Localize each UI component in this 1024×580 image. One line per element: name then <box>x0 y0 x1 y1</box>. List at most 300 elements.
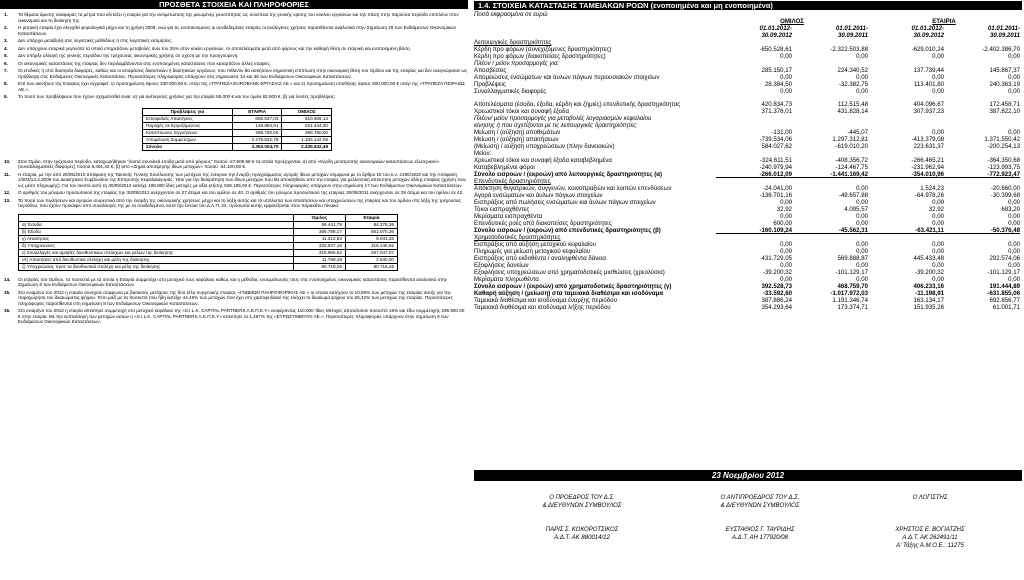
row-value: 0,00 <box>932 276 944 283</box>
table-cell: 9.041,33 <box>345 235 397 242</box>
note-number: 10. <box>4 158 11 164</box>
note-item <box>2 172 468 189</box>
row-label: Τόκοι εισπραχθέντες <box>474 206 530 213</box>
row-label: Ταμειακά διαθέσιμα και ισοδύναμα έναρξης περιόδου <box>474 297 617 304</box>
note-item <box>2 277 468 288</box>
cashflow-row <box>474 39 1022 46</box>
signatory-role: Ο ΛΟΓΙΣΤΗΣ <box>912 495 948 501</box>
period-end: 30.09.2012 <box>761 32 792 39</box>
note-number: 1. <box>4 12 8 17</box>
row-value: -629.010,24 <box>911 46 944 53</box>
table-cell: 2.279.832,78 <box>232 136 282 143</box>
cashflow-row <box>474 67 1022 74</box>
row-value: 191.444,89 <box>989 283 1020 290</box>
table-row <box>143 143 332 150</box>
row-label: Μερίσματα εισπραχθέντα <box>474 213 543 220</box>
note-gap <box>2 209 468 211</box>
signatory-role-2: & ΔΙΕΥΘΥΝΩΝ ΣΥΜΒΟΥΛΟΣ <box>542 503 622 509</box>
note-text: Δεν υπήρξε αλλαγή της γενικής περιόδου της τρέχουσας οικονομικής χρήσης σε σχέση με την προηγούμενη. <box>18 53 239 58</box>
signatory-role: Ο ΠΡΟΕΔΡΟΣ ΤΟΥ Δ.Σ. <box>549 495 615 501</box>
row-value: 0,00 <box>856 74 868 81</box>
cashflow-row <box>474 227 1022 234</box>
row-value: -101.129,17 <box>987 269 1020 276</box>
note-text: Στο ενιαμήνο του 2012 η εταιρία απέκτησε συμμετοχή στο μετοχικό κεφάλαιο της «S.I.L.K. CAPITAL PARTNERS A.E.Π.E.Y» εισφέροντας 110.000 Ίδιες Μετοχές αποτελούσε ποσοστό 15% και έδω συμμετοχής 295.900,00 € στην εταιρία. Με την εισπαλλαγή των μετοχών αυτών η «S.I.L.K. CAPITAL PARTNERS A.E.Π.E.Y» απέκτησε το 1,497% της «ΕΥΡΩΣΥΜΒΟΥΛΙ ΑΕ.». Περισσότερες πληροφορίες υπάρχουν στην σημείωση 9 των Ενδιάμεσων Οικονομικών Καταστάσεων. <box>18 308 465 324</box>
table-cell: 287.047,07 <box>345 249 397 256</box>
row-value <box>868 60 944 67</box>
row-value: 145.867,37 <box>989 67 1020 74</box>
row-value: 0,00 <box>932 129 944 136</box>
row-value: 600,00 <box>773 220 792 227</box>
row-value: 1.297.312,81 <box>832 136 868 143</box>
note-text: Οι οικονομικές καταστάσεις της εταιρίας δεν περιλαμβάνονται στις ενοποιημένες καταστάσεις που καταρτίζουν άλλες εταιρίες. <box>18 60 271 66</box>
row-value: 0,00 <box>1008 248 1020 255</box>
table-cell: 268.750,00 <box>232 129 282 136</box>
signatory-extra: Α' Τάξης Α.Μ.Ο.Ε.: 11275 <box>896 543 964 549</box>
row-value: 0,00 <box>856 53 868 60</box>
note-gap <box>2 100 468 102</box>
row-value: -266.012,09 <box>716 171 792 178</box>
row-value: -39.200,32 <box>762 269 792 276</box>
row-value: 0,00 <box>932 262 944 269</box>
row-value: 0,00 <box>1008 241 1020 248</box>
table-cell: δ) Υποχρεώσεις <box>19 242 294 249</box>
note-text: Δεν υπάρχουν εταιρικά γεγονότα τα οποία επηρεάζουν μεταβολές άνω του 25% στον κύκλο εργασιών, το αποτελέσματα μετά από φόρους και την καθαρή θέση σε εταιρική και ενοποιημένη βάση. <box>18 45 411 51</box>
period-end: 30.09.2011 <box>837 32 868 39</box>
cashflow-row <box>474 129 1022 136</box>
note-item <box>2 12 468 23</box>
row-value <box>716 60 792 67</box>
row-value: 0,00 <box>1008 213 1020 220</box>
cashflow-row <box>474 150 1022 157</box>
note-text: Στον Όμιλο, στην τρέχουσα περίοδο, καταχωρήθηκαν "λοιπά συνολικά έσοδα μετά από φόρους" ποσού -27.608,58 € τα οποία προέρχονται: α) από «Κέρδη μετατροπής οικονομικών καταστάσεων εξωτερικού» (συναλλαγματικές διαφορές) ποσού 6.491,42 €, β) από «Ζημία αποτίμησης ίδιων μετοχών» ποσού -34.100,00 €. <box>18 158 440 169</box>
row-value <box>716 178 792 185</box>
note-text: Ο αριθμός του μόνιμου προσωπικού της εταιρίας την 30/09/2012 ανέρχονταν σε 27 άτομα και του ομίλου σε 40. Ο αριθμός του μόνιμου προσωπικού της εταιρίας 30/09/2011 ανέρχονταν σε 29 άτομα και του ομίλου σε 42. <box>18 190 464 195</box>
row-value <box>716 122 792 129</box>
cashflow-row <box>474 234 1022 241</box>
note-item <box>2 46 468 52</box>
note-item <box>2 38 468 44</box>
note-number: 12. <box>4 190 11 195</box>
currency-note: Ποσά εκφρασμένα σε ευρώ <box>474 11 548 18</box>
signatory-id: Α.Δ.Τ. ΑΗ 177920/08 <box>732 535 788 541</box>
row-label: Μείωση / (αύξηση) αποθεμάτων <box>474 129 561 136</box>
row-value: 0,00 <box>932 220 944 227</box>
row-value: 584.027,62 <box>761 143 792 150</box>
cashflow-row <box>474 178 1022 185</box>
row-label: Σύνολο εισροών / (εκροών) από λειτουργικές δραστηριότητες (α) <box>474 171 663 178</box>
table-cell: 84.278,36 <box>345 221 397 228</box>
row-label: Ταμειακά διαθέσιμα και ισοδύναμα λήξης περιόδου <box>474 304 611 311</box>
row-value: 4.095,57 <box>844 206 868 213</box>
row-value: 61.001,71 <box>992 304 1020 311</box>
table-cell: 366.798,17 <box>293 228 345 235</box>
row-value <box>716 115 792 122</box>
row-label: Κέρδη προ φόρων (συνεχιζόμενες δραστηριότητες) <box>474 46 612 53</box>
signatory-1 <box>492 494 672 542</box>
row-value: -32.382,75 <box>838 81 868 88</box>
row-label: Πλέον / μείον προσαρμογές για: <box>474 60 560 67</box>
note-number: 13. <box>4 197 11 203</box>
cashflow-row <box>474 213 1022 220</box>
cashflow-row <box>474 157 1022 164</box>
table-cell: ε) Συναλλαγές και αμοιβές διευθυντικών στελεχών και μελών της διοίκησης <box>19 249 294 256</box>
row-label: Λειτουργικές δραστηριότητες <box>474 39 552 46</box>
row-value: 0,00 <box>1008 220 1020 227</box>
cashflow-row <box>474 262 1022 269</box>
row-value: 137.739,44 <box>913 67 944 74</box>
cashflow-row <box>474 88 1022 95</box>
table-cell: ζ) Υποχρεώσεις προς τα διευθυντικά στελέχη και μέλη της διοίκησης <box>19 263 294 270</box>
note-number: 2. <box>4 25 8 30</box>
table-header-cell: Εταιρία <box>345 214 397 221</box>
row-value: 173.374,71 <box>837 304 868 311</box>
table-cell: Καταπτώσεις Εγγυήσεων <box>143 129 233 136</box>
row-value <box>944 150 1020 157</box>
row-value: 0,00 <box>780 262 792 269</box>
cashflow-row <box>474 276 1022 283</box>
note-number: 3. <box>4 38 8 43</box>
table-row <box>143 136 332 143</box>
row-value: 683,20 <box>1001 206 1020 213</box>
row-value: 0,00 <box>856 220 868 227</box>
period-header <box>944 25 1020 39</box>
period-end: 30.09.2011 <box>989 32 1020 39</box>
row-value: 163.134,17 <box>913 297 944 304</box>
row-value: 0,00 <box>780 88 792 95</box>
table-row <box>19 242 398 249</box>
prov-table <box>142 108 332 151</box>
row-value: 0,00 <box>780 213 792 220</box>
cashflow-row <box>474 53 1022 60</box>
note-number: 11. <box>4 171 11 177</box>
cashflow-row <box>474 297 1022 304</box>
row-label: Εξοφλήσεις υποχρεώσεων από χρηματοδοτικές μισθώσεις (χρεολύσια) <box>474 269 665 276</box>
note-item <box>2 159 468 170</box>
row-value: 223.631,37 <box>913 143 944 150</box>
table-row <box>19 235 398 242</box>
row-value: 0,00 <box>780 74 792 81</box>
row-label: κίνησης ή που σχετίζονται με τις λειτουργικές δραστηριότητες: <box>474 122 638 129</box>
note-number: 16. <box>4 308 11 313</box>
cashflow-row <box>474 241 1022 248</box>
related-table-wrap <box>2 214 468 271</box>
row-value: -1.441.169,42 <box>792 171 868 178</box>
cashflow-row <box>474 290 1022 297</box>
row-label: Αγορά ενσώματων και άυλων πάγιων στοιχείων <box>474 192 603 199</box>
row-value: -739.534,06 <box>759 136 792 143</box>
note-text: Το ποσό των προβλέψεων που έχουν σχηματισθεί είναι: α) για ανέλεγκτες χρήσεις για την εταιρία 55.000 € και τον όμιλο 82.500 €, β) για λοιπές προβλέψεις: <box>18 94 336 99</box>
signatory-name: ΠΑΡΙΣ Σ. ΚΟΚΟΡΟΤΣΙΚΟΣ <box>545 527 619 533</box>
table-header-cell: ΕΤΑΙΡΙΑ <box>232 108 282 115</box>
table-row <box>19 256 398 263</box>
row-value: 0,00 <box>780 276 792 283</box>
table-cell: 11.789,19 <box>293 256 345 263</box>
note-number: 9. <box>4 94 8 99</box>
row-value: 0,00 <box>932 213 944 220</box>
row-label: Αποτελέσματα (έσοδα, έξοδα, κέρδη και ζημιές) επενδυτικής δραστηριότητας <box>474 101 681 108</box>
row-value: -45.562,31 <box>792 227 868 234</box>
row-label: Προβλέψεις <box>474 81 506 88</box>
note-item <box>2 68 468 79</box>
row-value: 404.096,67 <box>913 101 944 108</box>
note-text: Οι εταιρίες του Ομίλου, τα ποσοστά με τα οποία η Εταιρία συμμετέχει στο μετοχικό τους κεφάλαιο καθώς και η μέθοδος ενσωμάτωσής τους στις ενοποιημένες οικονομικές καταστάσεις παρατίθενται αναλυτικά στην Σημείωση 8 των Ενδιάμεσων Οικονομικών Καταστάσεων. <box>18 276 447 287</box>
note-text: Επί των ακινήτων της Εταιρίας έχει εγγραφεί: 1) προσημείωση ύψους 330.000,00 €, υπέρ της «ΤΡΑΠΕΖΑ EUROBANK ΕΡΓΑΣΙΑΣ ΑΕ.» και 2) προσημείωση υποθήκης ύψους 600.000,00 € υπέρ της «ΤΡΑΠΕΖΑ ΠΕΙΡΑΙΩΣ ΑΕ.». <box>18 81 466 92</box>
cashflow-row <box>474 192 1022 199</box>
signatory-id: Α.Δ.Τ. ΑΚ 262491/11 <box>902 535 958 541</box>
row-value: -33.592,60 <box>762 290 792 297</box>
row-value <box>944 115 1020 122</box>
cashflow-rows <box>474 39 1022 311</box>
note-text: Η εταιρία, με την από 25/05/2010 απόφαση της Τακτικής Γενικής Συνέλευσης των μετόχων της ενέκρινε την έναρξη προγράμματος αγοράς ίδιων μετοχών σύμφωνα με το άρθρο 16 του κ.ν. 2190/1920 και την Απόφαση 1/503/13.3.2009 του Διοικητικού Συμβουλίου της Επιτροπής Κεφαλαιαγοράς. Ήτοι για την διακράτηση των ίδιων μετοχών που θα αποκτηθούν από την εταιρία, για μελλοντική απόκτηση μετοχών άλλης εταιρίας (χρήση τους ως μέσο πληρωμής). Για τον σκοπό αυτό τη 30/09/2012 κατείχε 198.000 ίδιες μετοχές με αξία κτήσης 628.195,00 €. Περισσότερες πληροφορίες υπάρχουν στην σημείωση 17 των Ενδιάμεσων Οικονομικών Καταστάσεων. <box>18 171 467 188</box>
table-cell: Σύνολο <box>143 143 233 150</box>
row-value: -445,07 <box>847 129 868 136</box>
cashflow-row <box>474 74 1022 81</box>
row-value: -136.701,16 <box>759 192 792 199</box>
row-value: -772.923,47 <box>944 171 1020 178</box>
row-value: -64.978,26 <box>914 192 944 199</box>
table-header-cell: ΟΜΙΛΟΣ <box>282 108 332 115</box>
row-value: 0,00 <box>780 199 792 206</box>
period-start: 01.01.2012- <box>911 25 944 32</box>
row-label: Επενδυτικές ροές από διακοπείσες δραστηριότητες <box>474 220 612 227</box>
table-cell: 80.718,26 <box>345 263 397 270</box>
table-row <box>143 122 332 129</box>
row-label: Μείον: <box>474 150 492 157</box>
row-value: -124.467,75 <box>835 164 868 171</box>
row-value: -413.379,08 <box>911 136 944 143</box>
table-header-cell: Προβλέψεις για <box>143 108 233 115</box>
row-value: 292.574,06 <box>989 255 1020 262</box>
row-value <box>716 234 792 241</box>
row-label: Χρεωστικοί τόκοι και συναφή έξοδα καταβεβλημένα <box>474 157 612 164</box>
period-start: 01.01.2011- <box>835 25 868 32</box>
row-label: Χρεωστικοί τόκοι και συναφή έξοδα <box>474 108 569 115</box>
row-value <box>868 178 944 185</box>
signatory-3 <box>840 494 1020 550</box>
row-value: 0,00 <box>1008 74 1020 81</box>
row-value: 32,92 <box>928 206 944 213</box>
note-number: 8. <box>4 81 8 86</box>
row-value: 113.401,80 <box>913 81 944 88</box>
row-value: 445.433,48 <box>913 255 944 262</box>
note-item <box>2 190 468 196</box>
row-value: 468.759,70 <box>837 283 868 290</box>
cashflow-row <box>474 255 1022 262</box>
row-value: 0,00 <box>932 88 944 95</box>
table-cell: στ) Απαιτήσεις από διευθυντικά στελέχη και μέλη της διοίκησης <box>19 256 294 263</box>
cashflow-row <box>474 283 1022 290</box>
table-cell: Παροχές σε Εργαζόμενους <box>143 122 233 129</box>
table-cell: β) Έξοδα <box>19 228 294 235</box>
row-label: Σύνολο εισροών / (εκροών) από επενδυτικές δραστηριότητες (β) <box>474 227 661 234</box>
table-cell: 1.105.142,05 <box>282 136 332 143</box>
signatory-id: Α.Δ.Τ. ΑΚ 880014/12 <box>554 535 610 541</box>
row-label: Απόκτηση θυγατρικών, συγγενών, κοινοπραξιών και λοιπών επενδύσεων <box>474 185 672 192</box>
row-label: Πλέον/ μείον προσαρμογές για μεταβολές λογαριασμών κεφαλαίου <box>474 115 652 122</box>
table-cell: 2.540,00 <box>345 256 397 263</box>
row-label: Καταβεβλημένοι φόροι <box>474 164 535 171</box>
table-cell: γ) Απαιτήσεις <box>19 235 294 242</box>
row-value: -354.010,96 <box>868 171 944 178</box>
group-label-company: ΕΤΑΙΡΙΑ <box>932 18 956 25</box>
note-gap <box>2 325 468 327</box>
row-value: -30.399,68 <box>990 192 1020 199</box>
row-value: -50.376,48 <box>944 227 1020 234</box>
row-label: Χρηματοδοτικές δραστηριότητες <box>474 234 561 241</box>
period-end: 30.09.2012 <box>913 32 944 39</box>
row-value: 0,00 <box>856 241 868 248</box>
table-cell: 251.434,30 <box>282 122 332 129</box>
row-value: 0,00 <box>856 276 868 283</box>
row-value: 0,00 <box>780 241 792 248</box>
note-text: Τα ποσά των πωλήσεων και αγορών σωρευτικά από την έναρξη της οικονομικής χρήσεως μέχρι και τη λήξη αυτής και τα υπόλοιπα των απαιτήσεων και υποχρεώσεων της εταιρίας και του ομίλου στη λήξη της τρέχουσας περιόδου, που έχουν προκύψει από συναλλαγές της με τα συνδεδεμένα, κατά την έννοια του Δ.Λ.Π. 24, πρόσωπα αυτής εμφανίζονται στον παρακάτω πίνακα: <box>18 197 461 208</box>
row-value: 28.384,50 <box>764 81 792 88</box>
table-cell: 3.353.004,70 <box>232 143 282 150</box>
row-value <box>792 178 868 185</box>
approval-date: 23 Νοεμβρίου 2012 <box>474 470 1022 481</box>
row-value: 240.363,19 <box>989 81 1020 88</box>
table-row <box>19 249 398 256</box>
row-label: Εισπράξεις από πωλήσεις ενσώματων και άυλων πάγιων στοιχείων <box>474 199 656 206</box>
note-text: Οι επιδικές ή υπό διαιτησία διαφορές, καθώς και οι αποφάσεις δικαστικών ή διαιτητικών οργάνων, που πιθανόν θα ασκήσουν σημαντική επίπτωση στην οικονομική θέση του Ομίλου και της εταιρίας και δεν αναγνώρισαν ως πρόβλεψη στις Ενδιάμεσες Οικονομικές Καταστάσεις. Περισσότερες πληροφορίες υπάρχουν στις σημειώσεις 14 και 36 των Ενδιάμεσων Οικονομικών Καταστάσεων. <box>18 68 468 79</box>
note-number: 15. <box>4 289 11 295</box>
period-header <box>792 25 868 39</box>
row-value: -266.465,21 <box>911 157 944 164</box>
row-value: 1.371.550,42 <box>984 136 1020 143</box>
table-cell: 2.435.832,49 <box>282 143 332 150</box>
table-cell: 561.070,26 <box>345 228 397 235</box>
row-value: 32,92 <box>776 206 792 213</box>
left-section-title: ΠΡΟΣΘΕΤΑ ΣΤΟΙΧΕΙΑ ΚΑΙ ΠΛΗΡΟΦΟΡΙΕΣ <box>0 0 468 9</box>
row-value: -24.041,00 <box>762 185 792 192</box>
notes-column <box>2 12 468 327</box>
row-value: 1.524,23 <box>920 185 944 192</box>
table-row <box>143 115 332 122</box>
period-header <box>716 25 792 39</box>
table-cell: 148.884,91 <box>232 122 282 129</box>
row-value <box>792 115 868 122</box>
table-cell: α) Έσοδα <box>19 221 294 228</box>
note-number: 14. <box>4 276 11 282</box>
cashflow-row <box>474 81 1022 88</box>
signatory-role: Ο ΑΝΤΙΠΡΟΕΔΡΟΣ ΤΟΥ Δ.Σ. <box>720 495 800 501</box>
row-value: 0,00 <box>856 185 868 192</box>
row-value: -240.979,94 <box>759 164 792 171</box>
header-spacer <box>474 25 716 39</box>
table-cell: 655.537,03 <box>232 115 282 122</box>
signatory-role-2: & ΔΙΕΥΘΥΝΩΝ ΣΥΜΒΟΥΛΟΣ <box>720 503 800 509</box>
row-value: 387.886,24 <box>761 297 792 304</box>
note-item <box>2 94 468 100</box>
row-value: 420.834,73 <box>761 101 792 108</box>
note-number: 7. <box>4 68 8 73</box>
table-cell: Επισφαλείς Απαιτήσεις <box>143 115 233 122</box>
row-value: 151.935,26 <box>913 304 944 311</box>
note-item <box>2 53 468 59</box>
row-value: 0,00 <box>780 53 792 60</box>
row-value <box>792 150 868 157</box>
row-value: 0,00 <box>1008 262 1020 269</box>
row-value: 392.528,73 <box>761 283 792 290</box>
row-value: -2.322.503,88 <box>830 46 868 53</box>
note-text: Τα θέματα άμεσης αναφοράς τα μέτρα που εξετάζει η εταιρία για την αντιμετώπιση της μειωμένης ρευστότητας ως συνέπεια της γενικής κρίσης του κύκλου εργασιών και την πίεση στην παρούσα περίοδο επιπλέον στον οικονομικό και τη διοίκηση της. <box>18 12 459 23</box>
cashflow-row <box>474 115 1022 122</box>
cashflow-statement <box>474 11 1022 311</box>
row-value: -650.528,61 <box>759 46 792 53</box>
row-value: 285.150,17 <box>761 67 792 74</box>
signatory-2 <box>670 494 850 542</box>
row-value: 0,00 <box>932 74 944 81</box>
row-value: 354.293,64 <box>761 304 792 311</box>
row-value: -631.855,06 <box>987 290 1020 297</box>
row-value: 0,00 <box>1008 53 1020 60</box>
row-value <box>868 150 944 157</box>
cashflow-row <box>474 101 1022 108</box>
row-value: 0,00 <box>932 241 944 248</box>
row-value: -39.200,32 <box>914 269 944 276</box>
cashflow-row <box>474 122 1022 129</box>
row-value: -2.402.386,70 <box>982 46 1020 53</box>
cashflow-row <box>474 164 1022 171</box>
row-value: 0,00 <box>856 262 868 269</box>
signatory-name: ΕΥΣΤΑΘΙΟΣ Γ. ΤΑΥΡΙΔΗΣ <box>725 527 795 533</box>
row-label: Απομειώσεις ενσώματων και άυλων πάγιων περιουσιακών στοιχείων <box>474 74 660 81</box>
row-value: 0,00 <box>1008 276 1020 283</box>
row-value: -63.421,11 <box>868 227 944 234</box>
row-value <box>792 60 868 67</box>
row-value: -11.198,91 <box>915 290 944 297</box>
row-value <box>716 39 792 46</box>
row-value: 0,00 <box>1008 199 1020 206</box>
table-header-cell <box>19 214 294 221</box>
note-item <box>2 61 468 67</box>
cashflow-row <box>474 304 1022 311</box>
row-value: -101.129,17 <box>835 269 868 276</box>
cashflow-row <box>474 60 1022 67</box>
note-item <box>2 308 468 325</box>
row-label: Μείωση / (αύξηση) απαιτήσεων <box>474 136 559 143</box>
row-value: 0,00 <box>780 248 792 255</box>
note-item <box>2 198 468 209</box>
row-value <box>868 115 944 122</box>
row-value <box>944 39 1020 46</box>
row-value: 112.515,48 <box>837 101 868 108</box>
rel-table <box>18 214 398 271</box>
row-value: 387.822,10 <box>989 108 1020 115</box>
row-value: 1.191.346,74 <box>832 297 868 304</box>
row-value: 406.233,16 <box>913 283 944 290</box>
table-header-row <box>143 108 332 115</box>
row-label: Καθαρή αύξηση / (μείωση) στα ταμειακά διαθέσιμα και ισοδύναμα <box>474 290 664 297</box>
row-label: Σύνολο εισροών / (εκροών) από χρηματοδοτικές δραστηριότητες (γ) <box>474 283 672 290</box>
row-label: (Μείωση) / αύξηση υποχρεώσεων (πλην δανειακών) <box>474 143 615 150</box>
row-value: 0,00 <box>932 53 944 60</box>
row-value: 0,00 <box>932 199 944 206</box>
note-item <box>2 25 468 36</box>
row-value <box>944 122 1020 129</box>
period-start: 01.01.2012- <box>759 25 792 32</box>
row-value: -131,00 <box>771 129 792 136</box>
row-value: -408.356,72 <box>835 157 868 164</box>
table-header-cell: Όμιλος <box>293 214 345 221</box>
cashflow-row <box>474 143 1022 150</box>
row-value: -160.109,24 <box>716 227 792 234</box>
cashflow-row <box>474 220 1022 227</box>
row-value: -49.657,88 <box>838 192 868 199</box>
row-label: Πληρωμές για μείωση μετοχικού κεφαλαίου <box>474 248 591 255</box>
row-value: 692.856,77 <box>989 297 1020 304</box>
table-row <box>19 221 398 228</box>
